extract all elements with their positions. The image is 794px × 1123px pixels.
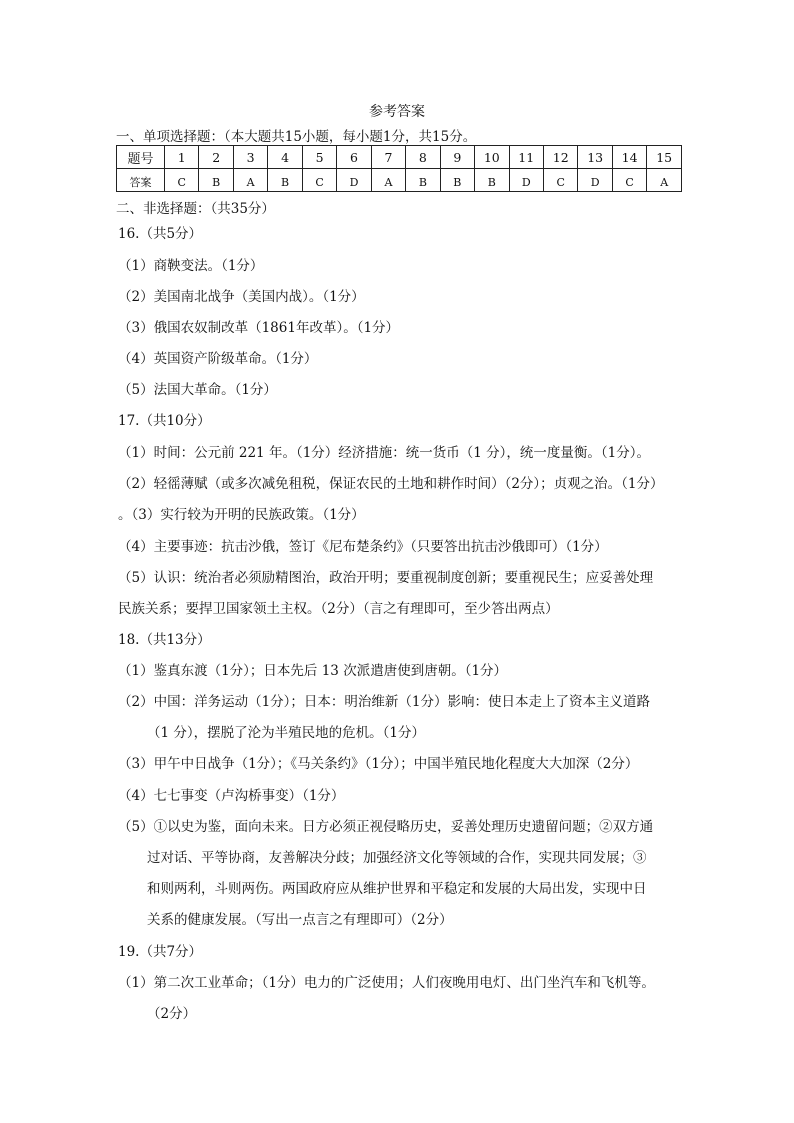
question-heading-19: 19.（共7分）: [118, 944, 203, 960]
question-number: 3: [233, 146, 267, 169]
question-number: 8: [406, 146, 440, 169]
question-number: 11: [509, 146, 543, 169]
question-number: 9: [440, 146, 474, 169]
answer-line: 。（3）实行较为开明的民族政策。（1分）: [118, 507, 365, 523]
answer-cell: B: [268, 169, 302, 192]
answer-line: （4）英国资产阶级革命。（1分）: [118, 351, 318, 367]
answer-line: （5）认识：统治者必须励精图治，政治开明；要重视制度创新；要重视民生；应妥善处理: [118, 570, 654, 586]
question-number: 4: [268, 146, 302, 169]
question-number: 1: [165, 146, 199, 169]
table-row-answers: [117, 169, 682, 192]
answer-cell: C: [302, 169, 336, 192]
row-label-answers: 答案: [117, 169, 165, 192]
question-number: 5: [302, 146, 336, 169]
answer-line: （3）俄国农奴制改革（1861年改革）。（1分）: [118, 320, 400, 336]
answer-line: （1）第二次工业革命；（1分）电力的广泛使用；人们夜晚用电灯、出门坐汽车和飞机等。: [118, 975, 655, 991]
answer-line: （1 分），摆脱了沦为半殖民地的危机。（1分）: [147, 725, 425, 741]
table-row-numbers: [117, 146, 682, 169]
answer-line: （2）中国：洋务运动（1分）；日本：明治维新（1分）影响：使日本走上了资本主义道路: [118, 694, 651, 710]
answer-line: （2）轻徭薄赋（或多次减免租税，保证农民的土地和耕作时间）（2分）；贞观之治。（1分）: [118, 476, 664, 492]
question-heading-18: 18.（共13分）: [118, 632, 211, 648]
question-number: 6: [337, 146, 371, 169]
answer-line: （3）甲午中日战争（1分）；《马关条约》（1分）；中国半殖民地化程度大大加深（2分）: [118, 756, 639, 772]
question-number: 7: [371, 146, 405, 169]
answer-cell: D: [337, 169, 371, 192]
answer-cell: A: [233, 169, 267, 192]
answer-cell: B: [440, 169, 474, 192]
answer-cell: B: [199, 169, 233, 192]
question-number: 12: [543, 146, 577, 169]
answer-cell: D: [509, 169, 543, 192]
question-heading-16: 16.（共5分）: [118, 226, 203, 242]
answer-cell: A: [647, 169, 682, 192]
answer-line: （4）主要事迹：抗击沙俄，签订《尼布楚条约》（只要答出抗击沙俄即可）（1分）: [118, 539, 608, 555]
question-heading-17: 17.（共10分）: [118, 413, 211, 429]
answer-line: （4）七七事变（卢沟桥事变）（1分）: [118, 788, 345, 804]
section2-heading: 二、非选择题：（共35分）: [116, 201, 275, 217]
answer-line: （2）美国南北战争（美国内战）。（1分）: [118, 289, 365, 305]
answer-cell: B: [406, 169, 440, 192]
answer-line: （5）①以史为鉴，面向未来。日方必须正视侵略历史，妥善处理历史遗留问题；②双方通: [118, 819, 654, 835]
answer-cell: C: [543, 169, 577, 192]
answer-cell: C: [612, 169, 646, 192]
row-label-numbers: 题号: [117, 146, 165, 169]
answer-line: （2分）: [147, 1006, 197, 1022]
question-number: 10: [475, 146, 509, 169]
answer-cell: B: [475, 169, 509, 192]
answer-line: （5）法国大革命。（1分）: [118, 382, 277, 398]
answer-line: （1）商鞅变法。（1分）: [118, 258, 264, 274]
page-title: 参考答案: [369, 104, 425, 120]
question-number: 14: [612, 146, 646, 169]
answer-cell: D: [578, 169, 612, 192]
answer-line: 关系的健康发展。（写出一点言之有理即可）（2分）: [147, 912, 453, 928]
answer-line: 过对话、平等协商，友善解决分歧；加强经济文化等领域的合作，实现共同发展；③: [147, 850, 647, 866]
answer-cell: C: [165, 169, 199, 192]
answer-line: （1）鉴真东渡（1分）；日本先后 13 次派遣唐使到唐朝。（1分）: [118, 663, 508, 679]
answer-line: 民族关系；要捍卫国家领土主权。（2分）（言之有理即可，至少答出两点）: [118, 601, 559, 617]
question-number: 15: [647, 146, 682, 169]
answer-line: 和则两利，斗则两伤。两国政府应从维护世界和平稳定和发展的大局出发，实现中日: [147, 881, 647, 897]
answer-cell: A: [371, 169, 405, 192]
section1-heading: 一、单项选择题：（本大题共15小题，每小题1分，共15分。: [116, 129, 477, 145]
question-number: 2: [199, 146, 233, 169]
question-number: 13: [578, 146, 612, 169]
answer-line: （1）时间：公元前 221 年。（1分）经济措施：统一货币（1 分），统一度量衡。（1分）。: [118, 445, 650, 461]
answer-table: [116, 145, 682, 192]
